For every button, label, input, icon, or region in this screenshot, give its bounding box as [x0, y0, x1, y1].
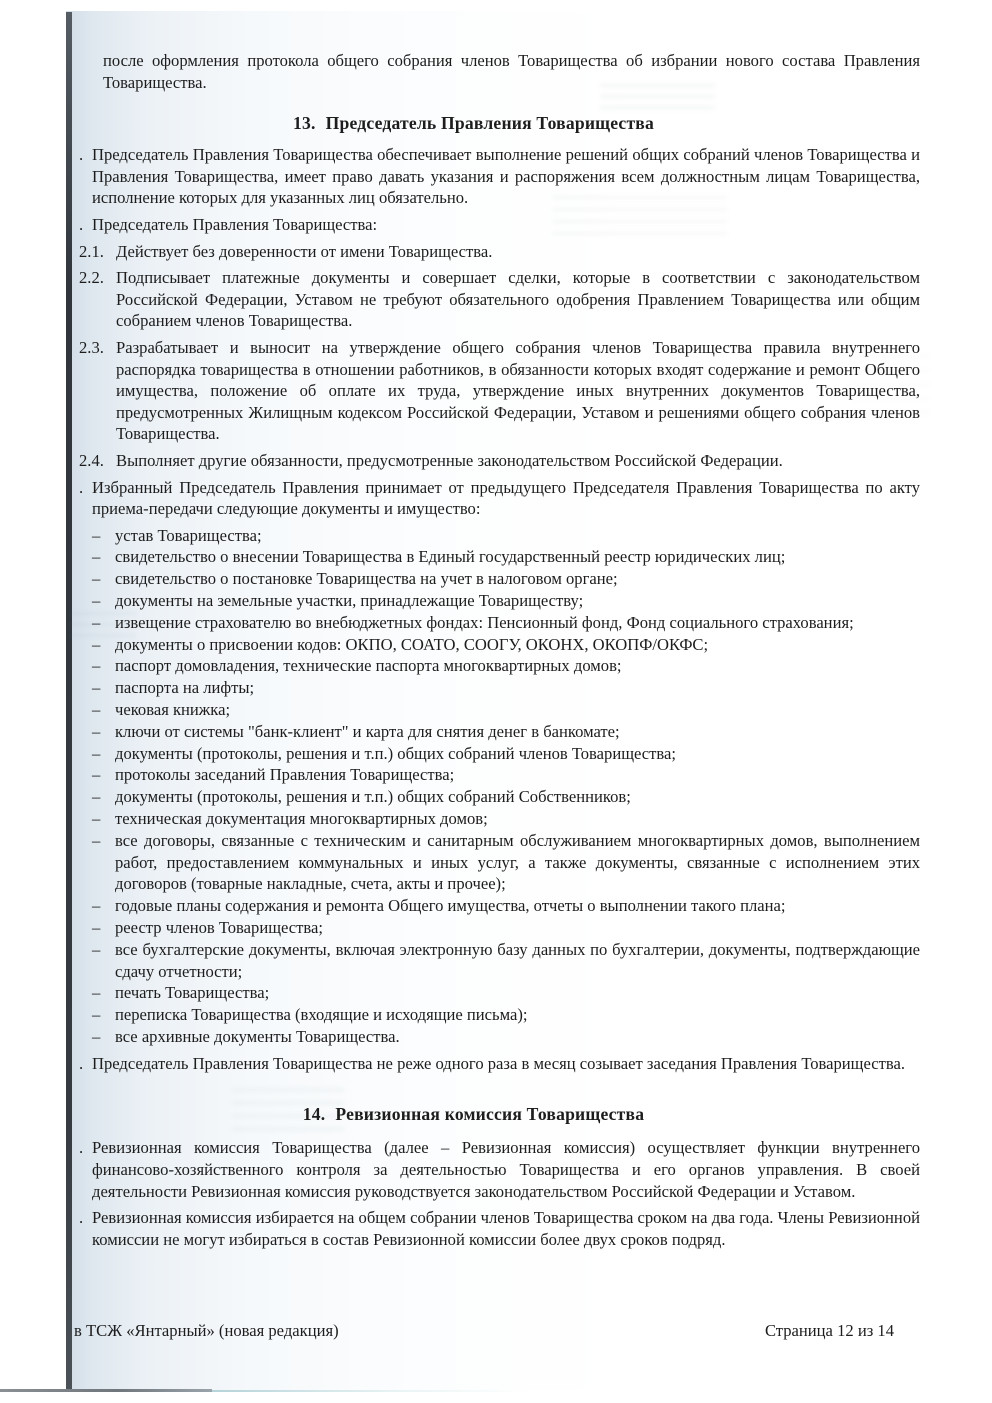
paragraph-marker: .	[79, 1208, 84, 1228]
list-item-text: все архивные документы Товарищества.	[115, 1027, 400, 1047]
list-item-text: протоколы заседаний Правления Товарищества;	[115, 765, 455, 785]
dash-bullet: –	[92, 1027, 101, 1047]
list-item-text: свидетельство о внесении Товарищества в Единый государственный реестр юридических лиц;	[115, 547, 786, 567]
paragraph	[79, 1137, 920, 1202]
paragraph-text: Ревизионная комиссия Товарищества (далее – Ревизионная комиссия) осуществляет функции внутреннего финансово-хозяйственного контроля за деятельностью Товарищества и его органов управления. В своей деятельности Ревизионная комиссия руководствуется законодательством Российской Федерации и Уставом.	[92, 1138, 920, 1201]
paragraph-marker: 2.2.	[79, 268, 104, 288]
dash-bullet: –	[92, 569, 101, 589]
list-item-text: годовые планы содержания и ремонта Общего имущества, отчеты о выполнении такого плана;	[115, 896, 786, 916]
section-13-number: 13.	[293, 113, 316, 134]
scan-bottom-edge-fade	[212, 1390, 532, 1392]
paragraph	[79, 241, 920, 263]
paragraph	[79, 337, 920, 445]
dash-bullet: –	[92, 787, 101, 807]
dash-bullet: –	[92, 939, 101, 959]
section-14-heading	[79, 1104, 868, 1125]
list-item-text: паспорт домовладения, технические паспорта многоквартирных домов;	[115, 656, 622, 676]
list-item-text: все договоры, связанные с техническим и санитарным обслуживанием многоквартирных домов, выполнением работ, предоставлением коммунальных и иных услуг, а также документы, связанные с исполнением этих договоров (товарные накладные, счета, акты и прочее);	[115, 830, 920, 894]
footer-document-title: в ТСЖ «Янтарный» (новая редакция)	[74, 1321, 339, 1340]
paragraph-text: Действует без доверенности от имени Товарищества.	[116, 241, 493, 261]
paragraph-marker: .	[79, 477, 84, 497]
list-item-text: документы (протоколы, решения и т.п.) общих собраний Собственников;	[115, 787, 631, 807]
list-item	[79, 612, 920, 634]
list-item	[79, 1026, 920, 1048]
list-item	[79, 982, 920, 1004]
paragraph-text: Избранный Председатель Правления принимает от предыдущего Председателя Правления Товарищества по акту приема-передачи следующие документы и имущество:	[92, 477, 920, 519]
list-item	[79, 764, 920, 786]
paragraph-marker: .	[79, 145, 84, 165]
paragraph-marker: .	[79, 1053, 84, 1073]
paragraph	[79, 214, 920, 236]
list-item	[79, 895, 920, 917]
paragraph	[79, 1053, 920, 1075]
scan-left-edge-line	[66, 12, 72, 1389]
list-item	[79, 1004, 920, 1026]
dash-bullet: –	[92, 721, 101, 741]
dash-bullet: –	[92, 525, 101, 545]
scan-bottom-edge-line	[0, 1389, 212, 1392]
dash-bullet: –	[92, 700, 101, 720]
dash-bullet: –	[92, 765, 101, 785]
dash-bullet: –	[92, 634, 101, 654]
paragraph-text: Подписывает платежные документы и совершает сделки, которые в соответствии с законодательством Российской Федерации, Уставом не требуют обязательного одобрения Правлением Товарищества или общим собранием членов Товарищества.	[116, 268, 920, 331]
list-item-text: ключи от системы "банк-клиент" и карта для снятия денег в банкомате;	[115, 721, 620, 741]
list-item-text: печать Товарищества;	[115, 983, 270, 1003]
section-13-heading	[79, 113, 868, 134]
paragraph-text: Ревизионная комиссия избирается на общем собрании членов Товарищества сроком на два года. Члены Ревизионной комиссии не могут избираться в состав Ревизионной комиссии более двух сроков подряд.	[92, 1208, 920, 1249]
section-14-title: Ревизионная комиссия Товарищества	[335, 1104, 645, 1125]
list-item	[79, 634, 920, 656]
list-item	[79, 525, 920, 547]
dash-bullet: –	[92, 1005, 101, 1025]
section-14-paragraphs	[79, 1137, 920, 1250]
list-item-text: все бухгалтерские документы, включая электронную базу данных по бухгалтерии, документы, подтверждающие сдачу отчетности;	[115, 939, 920, 981]
list-item-text: документы о присвоении кодов: ОКПО, СОАТО, СООГУ, ОКОНХ, ОКОПФ/ОКФС;	[115, 634, 709, 654]
dash-bullet: –	[92, 678, 101, 698]
list-item	[79, 743, 920, 765]
list-item-text: устав Товарищества;	[115, 525, 262, 545]
list-item	[79, 786, 920, 808]
paragraph-text: Выполняет другие обязанности, предусмотренные законодательством Российской Федерации.	[116, 450, 783, 470]
paragraph	[79, 267, 920, 332]
paragraph-text: Председатель Правления Товарищества обеспечивает выполнение решений общих собраний членов Товарищества и Правления Товарищества, имеет право давать указания и распоряжения всем должностным лицам Товарищества, исполнение которых для указанных лиц обязательно.	[92, 145, 920, 208]
paragraph	[79, 144, 920, 209]
list-item-text: техническая документация многоквартирных домов;	[115, 809, 488, 829]
list-item	[79, 808, 920, 830]
list-item	[79, 546, 920, 568]
section-14-number: 14.	[302, 1104, 326, 1125]
paragraph-marker: .	[79, 1138, 84, 1158]
section-13-paragraphs	[79, 144, 920, 520]
handover-document-list	[79, 525, 920, 1048]
paragraph-marker: 2.4.	[79, 450, 104, 470]
footer-page-number: Страница 12 из 14	[764, 1321, 894, 1340]
section-13-closing-paragraph	[79, 1053, 920, 1075]
list-item-text: документы на земельные участки, принадлежащие Товариществу;	[115, 591, 584, 611]
list-item-text: свидетельство о постановке Товарищества на учет в налоговом органе;	[115, 569, 618, 589]
dash-bullet: –	[92, 918, 101, 938]
dash-bullet: –	[92, 809, 101, 829]
paragraph	[79, 450, 920, 472]
list-item	[79, 655, 920, 677]
dash-bullet: –	[92, 656, 101, 676]
list-item-text: паспорта на лифты;	[115, 678, 255, 698]
dash-bullet: –	[92, 896, 101, 916]
section-13-title: Председатель Правления Товарищества	[325, 113, 654, 134]
list-item	[79, 830, 920, 895]
list-item-text: реестр членов Товарищества;	[115, 918, 323, 938]
list-item-text: чековая книжка;	[115, 700, 231, 720]
paragraph-text: Разрабатывает и выносит на утверждение общего собрания членов Товарищества правила внутреннего распорядка товарищества в отношении работников, в обязанности которых входят содержание и ремонт Общего имущества, положение об оплате их труда, утверждение иных внутренних документов Товарищества, предусмотренных Жилищным кодексом Российской Федерации, Уставом и решениями общего собрания членов Товарищества.	[116, 337, 920, 444]
list-item-text: документы (протоколы, решения и т.п.) общих собраний членов Товарищества;	[115, 743, 676, 763]
list-item	[79, 677, 920, 699]
intro-paragraph: после оформления протокола общего собрания членов Товарищества об избрании нового состава Правления Товарищества.	[103, 51, 920, 92]
paragraph	[79, 477, 920, 520]
list-item-text: переписка Товарищества (входящие и исходящие письма);	[115, 1005, 528, 1025]
list-item	[79, 917, 920, 939]
paragraph-text: Председатель Правления Товарищества не реже одного раза в месяц созывает заседания Правления Товарищества.	[92, 1053, 905, 1073]
dash-bullet: –	[92, 591, 101, 611]
paragraph-marker: .	[79, 214, 84, 234]
dash-bullet: –	[92, 547, 101, 567]
paragraph-marker: 2.3.	[79, 337, 104, 357]
page-content	[79, 11, 920, 1255]
paragraph-text: Председатель Правления Товарищества:	[92, 214, 378, 234]
dash-bullet: –	[92, 830, 101, 850]
list-item	[79, 939, 920, 983]
page-footer	[74, 1321, 894, 1341]
list-item	[79, 568, 920, 590]
paragraph	[79, 1207, 920, 1250]
paragraph-marker: 2.1.	[79, 241, 104, 261]
dash-bullet: –	[92, 612, 101, 632]
dash-bullet: –	[92, 983, 101, 1003]
list-item	[79, 590, 920, 612]
list-item	[79, 721, 920, 743]
list-item	[79, 699, 920, 721]
dash-bullet: –	[92, 743, 101, 763]
list-item-text: извещение страхователю во внебюджетных фондах: Пенсионный фонд, Фонд социального страхования;	[115, 612, 854, 632]
